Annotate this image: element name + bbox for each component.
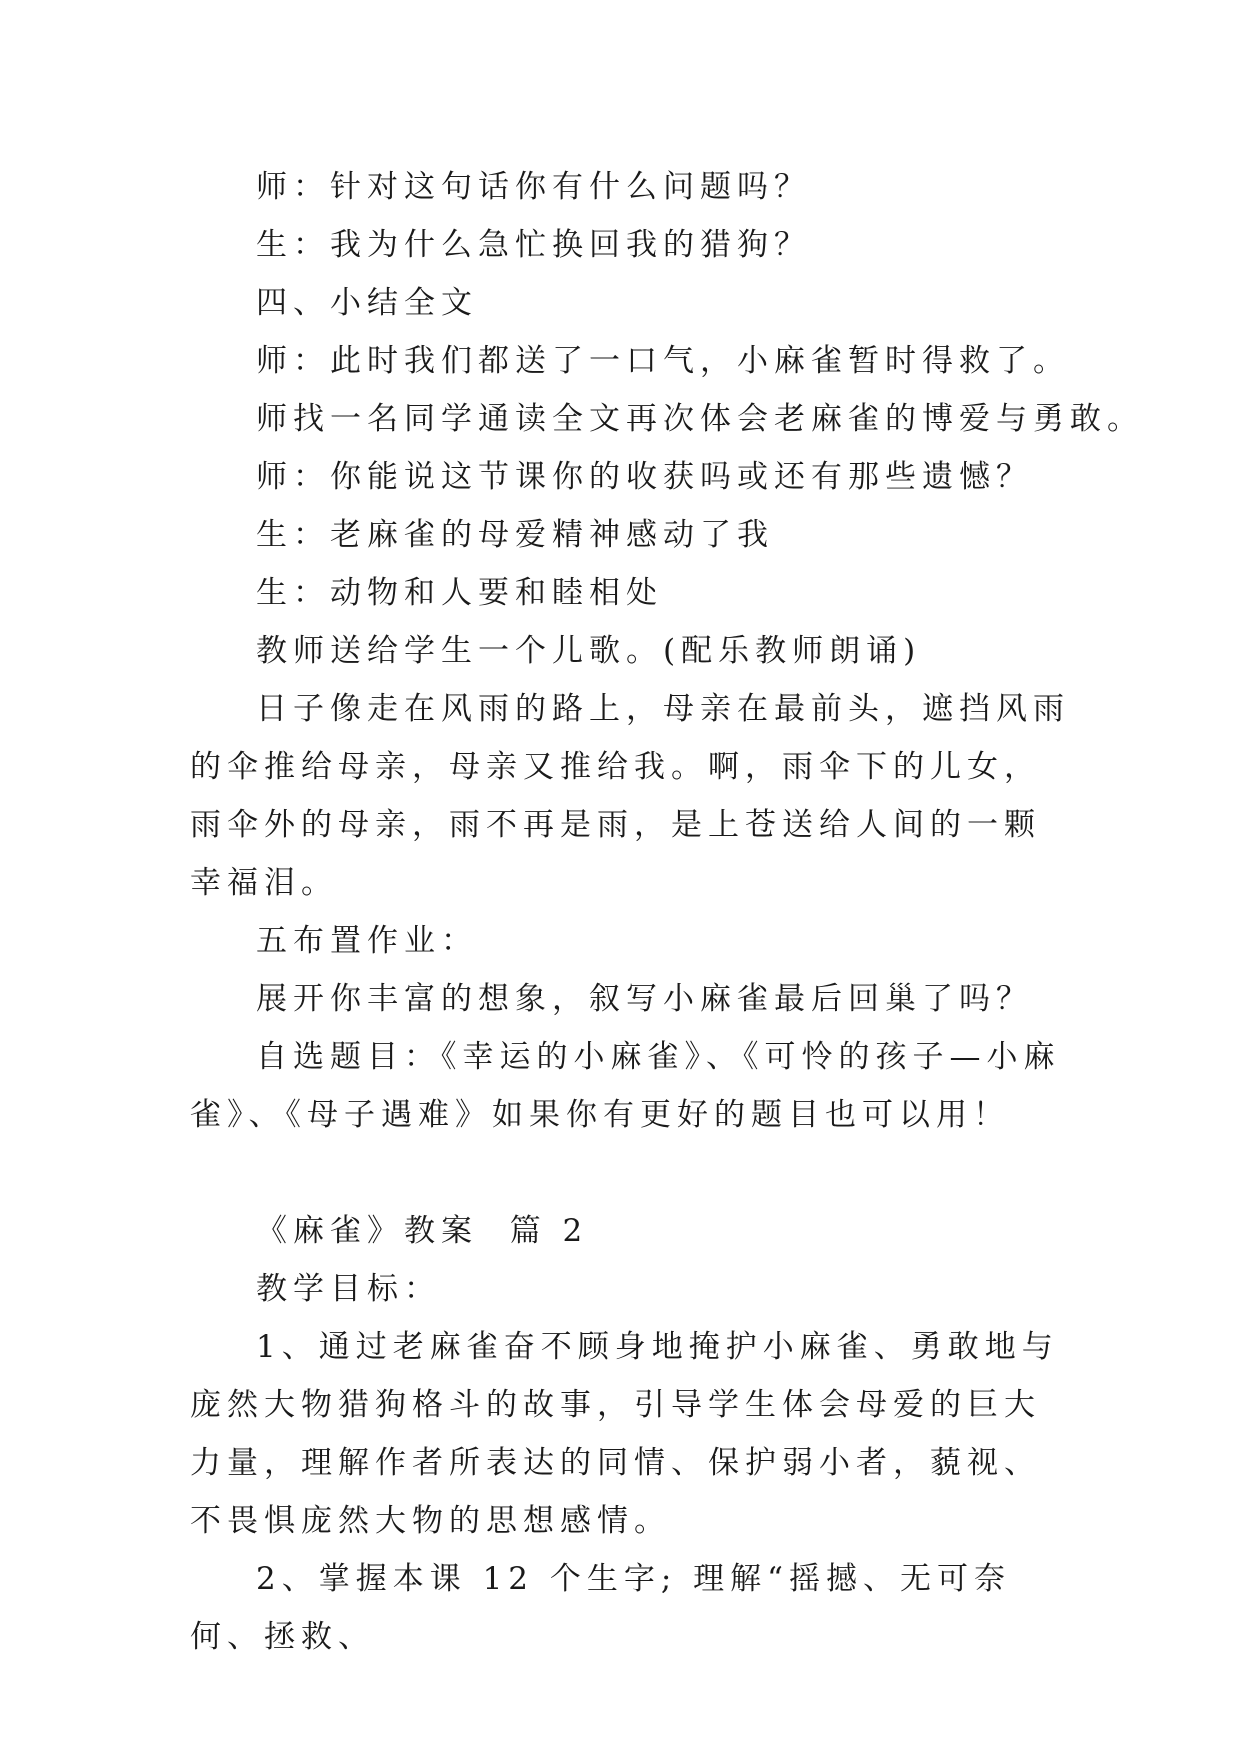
text-line: 师找一名同学通读全文再次体会老麻雀的博爱与勇敢。 — [256, 401, 1144, 437]
text-line: 生：动物和人要和睦相处 — [256, 575, 663, 611]
goal-paragraph: 2、掌握本课 12 个生字; 理解“摇撼、无可奈何、拯救、 — [190, 1561, 1012, 1655]
section-title: 《麻雀》教案 篇 2 — [256, 1213, 589, 1249]
song-paragraph: 日子像走在风雨的路上，母亲在最前头，遮挡风雨的伞推给母亲，母亲又推给我。啊，雨伞下的儿女，雨伞外的母亲，雨不再是雨，是上苍送给人间的一颗幸福泪。 — [190, 691, 1070, 901]
text-line: 师：针对这句话你有什么问题吗？ — [256, 169, 811, 205]
text-line: 生：老麻雀的母爱精神感动了我 — [256, 517, 774, 553]
text-line: 生：我为什么急忙换回我的猎狗？ — [256, 227, 811, 263]
goal-paragraph: 1、通过老麻雀奋不顾身地掩护小麻雀、勇敢地与庞然大物猎狗格斗的故事，引导学生体会母爱的巨大力量，理解作者所表达的同情、保护弱小者，藐视、不畏惧庞然大物的思想感情。 — [190, 1329, 1059, 1539]
spacer — [190, 1144, 1070, 1202]
section-heading: 四、小结全文 — [256, 285, 478, 321]
text-line: 教师送给学生一个儿歌。(配乐教师朗诵) — [256, 633, 922, 669]
text-line: 师：你能说这节课你的收获吗或还有那些遗憾？ — [256, 459, 1033, 495]
topics-paragraph: 自选题目：《幸运的小麻雀》、《可怜的孩子—小麻雀》、《母子遇难》如果你有更好的题目也可以用！ — [190, 1039, 1061, 1133]
text-line: 展开你丰富的想象，叙写小麻雀最后回巢了吗？ — [256, 981, 1033, 1017]
document-body — [190, 158, 1144, 1666]
section-heading: 五布置作业： — [256, 923, 478, 959]
text-line: 师：此时我们都送了一口气，小麻雀暂时得救了。 — [256, 343, 1070, 379]
goals-heading: 教学目标： — [256, 1271, 441, 1307]
